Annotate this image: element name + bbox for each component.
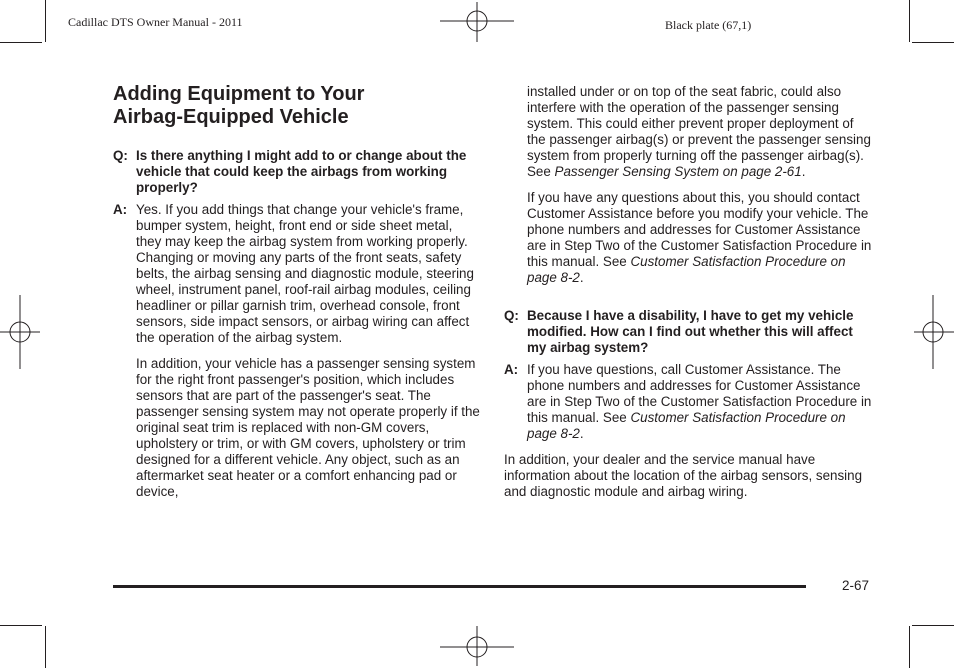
question-text: Is there anything I might add to or change about the vehicle that could keep the airbags from working properly? <box>136 148 467 195</box>
cross-reference: Passenger Sensing System on page 2-61 <box>554 164 802 179</box>
registration-mark-right <box>912 295 954 369</box>
paragraph-text: installed under or on top of the seat fabric, could also interfere with the operation of the passenger sensing system. This could either prevent proper deployment of the passenger airbag(s) or prevent the passenger sensing system from properly turning off the passenger airbag(s). See <box>527 84 871 179</box>
paragraph-text: In addition, your vehicle has a passenger sensing system for the right front passenger's position, which includes sensors that are part of the passenger's seat. The passenger sensing system may not operate properly if the original seat trim is replaced with non-GM covers, upholstery or trim, or with GM covers, upholstery or trim designed for a different vehicle. Any object, such as an aftermarket seat heater or a comfort enhancing pad or device, <box>136 356 480 499</box>
closing-paragraph: In addition, your dealer and the service manual have information about the location of the airbag sensors, sensing and diagnostic module and airbag wiring. <box>504 452 863 499</box>
footer-rule <box>113 585 806 588</box>
answer-text: If you have questions, call Customer Assistance. The phone numbers and addresses for Customer Assistance are in Step Two of the Customer Satisfaction Procedure in this manual. See <box>527 362 872 425</box>
answer-label: A: <box>504 362 519 377</box>
right-column <box>504 84 874 500</box>
cross-reference: Customer Satisfaction Procedure on page 8-2 <box>527 410 846 441</box>
registration-mark-top <box>440 0 514 42</box>
left-column <box>113 148 480 500</box>
question-2 <box>504 308 874 356</box>
crop-mark <box>0 42 42 43</box>
page-number: 2-67 <box>842 578 870 593</box>
continued-paragraph: installed under or on top of the seat fabric, could also interfere with the operation of the passenger sensing system. This could either prevent proper deployment of the passenger airbag(s) or prevent the passenger sensing system from properly turning off the passenger airbag(s). See Passenger Sensing System on page 2-61. <box>527 84 871 179</box>
crop-mark <box>45 626 46 668</box>
registration-mark-left <box>0 295 42 369</box>
answer-text: Yes. If you add things that change your vehicle's frame, bumper system, height, front end or side sheet metal, they may keep the airbag system from working properly. Changing or moving any parts of the front seats, safety belts, the airbag sensing and diagnostic module, steering wheel, instrument panel, roof-rail airbag modules, ceiling headliner or pillar garnish trim, overhead console, front sensors, side impact sensors, or airbag wiring can affect the operation of the airbag system. <box>136 202 474 345</box>
answer-1-paragraph-2 <box>113 356 480 500</box>
question-label: Q: <box>504 308 519 323</box>
question-1 <box>113 148 480 196</box>
section-title-line-2: Airbag-Equipped Vehicle <box>113 106 349 128</box>
crop-mark <box>45 0 46 42</box>
answer-label: A: <box>113 202 128 217</box>
manual-title: Cadillac DTS Owner Manual - 2011 <box>68 15 243 29</box>
section-title <box>113 83 483 129</box>
question-text: Because I have a disability, I have to get my vehicle modified. How can I find out whether this will affect my airbag system? <box>527 308 854 355</box>
crop-mark <box>912 625 954 626</box>
crop-mark <box>909 0 910 42</box>
answer-2: A: If you have questions, call Customer Assistance. The phone numbers and addresses for Customer Assistance are in Step Two of the Customer Satisfaction Procedure in this manual. See Customer Satisfaction Procedure on page 8-2. <box>504 362 872 441</box>
questions-paragraph: If you have any questions about this, you should contact Customer Assistance before you modify your vehicle. The phone numbers and addresses for Customer Assistance are in Step Two of the Customer Satisfaction Procedure in this manual. See Customer Satisfaction Procedure on page 8-2. <box>527 190 872 285</box>
registration-mark-bottom <box>440 626 514 668</box>
crop-mark <box>0 625 42 626</box>
crop-mark <box>912 42 954 43</box>
answer-1 <box>113 202 480 346</box>
plate-label: Black plate (67,1) <box>665 18 752 32</box>
question-label: Q: <box>113 148 128 163</box>
crop-mark <box>909 626 910 668</box>
paragraph-text: If you have any questions about this, you should contact Customer Assistance before you modify your vehicle. The phone numbers and addresses for Customer Assistance are in Step Two of the Customer Satisfaction Procedure in this manual. See <box>527 190 872 269</box>
section-title-line-1: Adding Equipment to Your <box>113 83 365 105</box>
cross-reference: Customer Satisfaction Procedure on page 8-2 <box>527 254 846 285</box>
